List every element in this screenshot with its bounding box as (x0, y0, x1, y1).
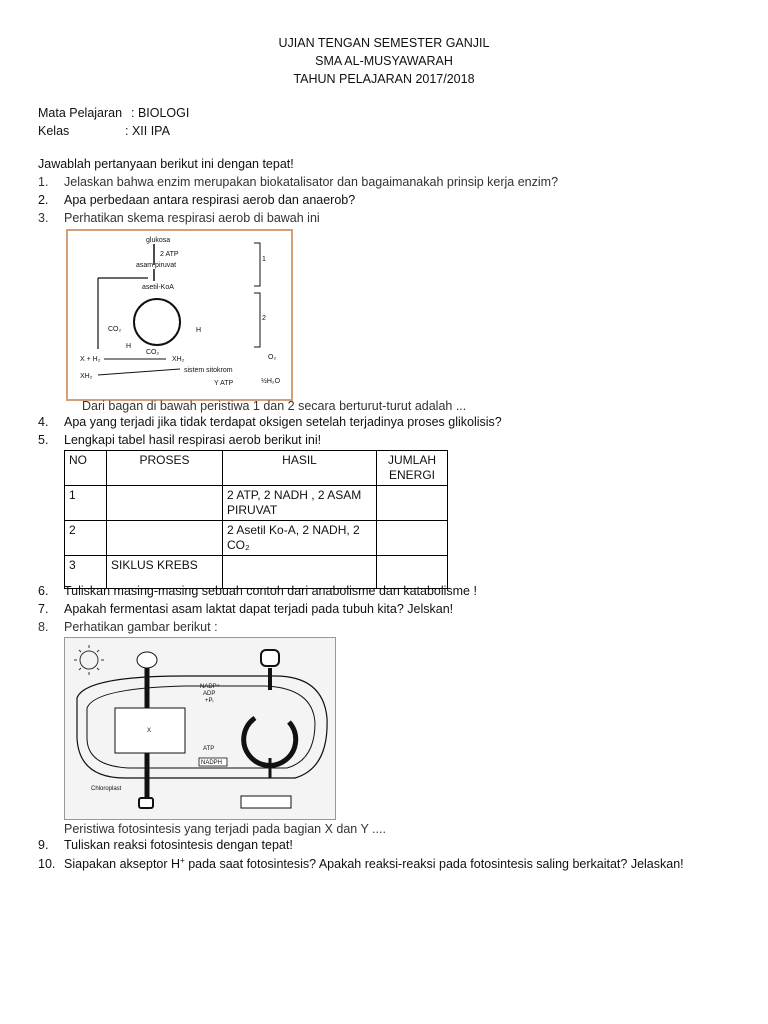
label-co2-left: CO₂ (108, 326, 122, 333)
label-h-bottom: H (126, 343, 132, 350)
subject-value: : BIOLOGI (131, 106, 190, 120)
label-sistem-sitokrom: sistem sitokrom (184, 367, 233, 374)
label-h-right: H (196, 327, 202, 334)
question-10: 10. Siapakan akseptor H+ pada saat fotosintesis? Apakah reaksi-reaksi pada fotosintesis saling berkaitat? Jelaskan! (38, 856, 684, 872)
subject-label: Mata Pelajaran (38, 106, 123, 120)
question-1: 1. Jelaskan bahwa enzim merupakan biokatalisator dan bagaimanakah prinsip kerja enzim? (38, 175, 559, 189)
label-nadp: NADP⁺ (200, 684, 220, 690)
respiration-diagram (66, 229, 293, 401)
label-asetil-koa: asetil-KoA (142, 284, 174, 291)
label-y-atp: Y ATP (214, 380, 234, 387)
label-o2: O₂ (268, 354, 277, 361)
class-value: : XII IPA (125, 124, 170, 138)
question-7: 7. Apakah fermentasi asam laktat dapat terjadi pada tubuh kita? Jelskan! (38, 602, 454, 616)
academic-year: TAHUN PELAJARAN 2017/2018 (293, 72, 475, 86)
question-5: 5. Lengkapi tabel hasil respirasi aerob berikut ini! (38, 433, 322, 447)
class-label: Kelas (38, 124, 70, 138)
label-glukosa: glukosa (146, 237, 171, 244)
label-h2o: ½H₂O (261, 378, 281, 385)
label-asam-piruvat: asam piruvat (136, 262, 177, 269)
label-atp: ATP (203, 746, 215, 752)
respiration-table (64, 450, 448, 589)
header-no: NO (65, 451, 107, 486)
label-pi: +Pᵢ (205, 698, 214, 704)
figure-1-caption: Dari bagan di bawah peristiwa 1 dan 2 secara berturut-turut adalah ... (82, 399, 467, 413)
question-4: 4. Apa yang terjadi jika tidak terdapat oksigen setelah terjadinya proses glikolisis? (38, 415, 502, 429)
table-row: 3 SIKLUS KREBS (65, 556, 448, 589)
label-adp: ADP (203, 691, 216, 697)
sun-icon (80, 651, 98, 669)
table-row: 2 2 Asetil Ko-A, 2 NADH, 2 CO₂ (65, 521, 448, 556)
label-x: X (147, 728, 152, 734)
label-xh2-right: XH₂ (172, 356, 185, 363)
header-proses: PROSES (107, 451, 223, 486)
question-6: 6. Tuliskan masing-masing sebuah contoh dari anabolisme dan katabolisme ! (38, 584, 477, 598)
header-hasil: HASIL (223, 451, 377, 486)
label-bracket-1: 1 (262, 256, 266, 263)
question-3: 3. Perhatikan skema respirasi aerob di bawah ini (38, 211, 320, 225)
label-chloroplast: Chloroplast (91, 786, 122, 792)
figure-2-caption: Peristiwa fotosintesis yang terjadi pada bagian X dan Y .... (64, 822, 386, 836)
sun-rays-icon (74, 645, 104, 675)
header-jumlah-energi: JUMLAH ENERGI (377, 451, 448, 486)
table-header-row (65, 451, 448, 486)
label-bracket-2: 2 (262, 315, 266, 322)
question-9: 9. Tuliskan reaksi fotosintesis dengan tepat! (38, 838, 293, 852)
exam-title: UJIAN TENGAN SEMESTER GANJIL (278, 36, 490, 50)
label-2atp: 2 ATP (160, 251, 179, 258)
label-co2-bottom: CO₂ (146, 349, 160, 356)
label-x-h2: X + H₂ (80, 356, 101, 363)
question-2: 2. Apa perbedaan antara respirasi aerob dan anaerob? (38, 193, 356, 207)
instruction: Jawablah pertanyaan berikut ini dengan tepat! (38, 157, 294, 171)
school-name: SMA AL-MUSYAWARAH (315, 54, 453, 68)
table-row: 1 2 ATP, 2 NADH , 2 ASAM PIRUVAT (65, 486, 448, 521)
label-nadph: NADPH (201, 760, 223, 766)
label-xh2-bottom: XH₂ (80, 373, 93, 380)
question-8: 8. Perhatikan gambar berikut : (38, 620, 218, 634)
photosynthesis-diagram (64, 637, 336, 820)
